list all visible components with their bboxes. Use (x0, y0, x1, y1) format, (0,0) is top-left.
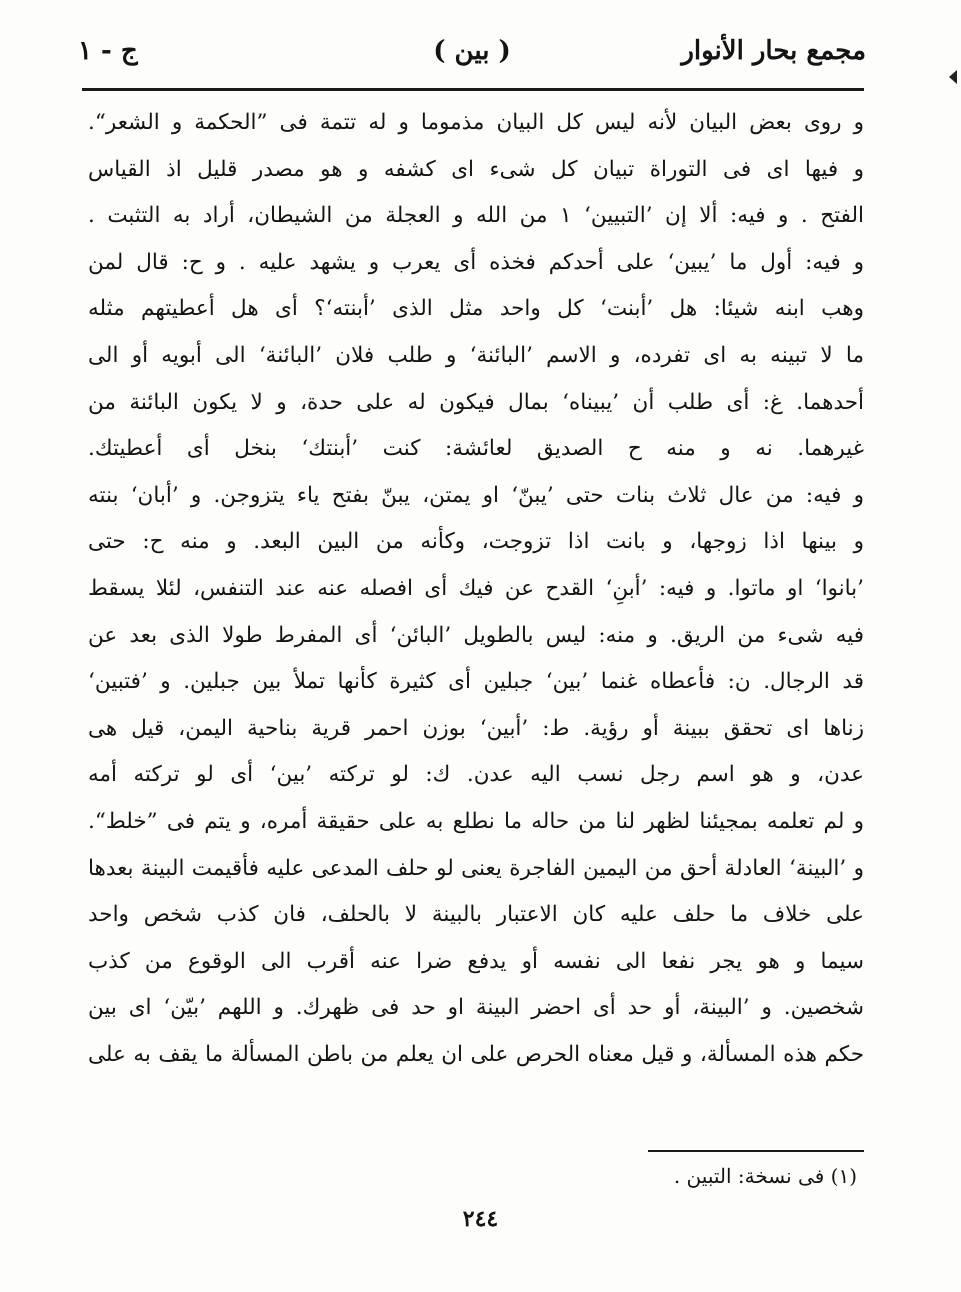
page-edge-marker (949, 70, 957, 84)
text-line: و فيه: أول ما ’يبين‘ على أحدكم فخذه أى يعرب و يشهد عليه . و ح: قال لمن (88, 249, 864, 275)
text-line: و ’البينة‘ العادلة أحق من اليمين الفاجرة يعنى لو حلف المدعى عليه فأقيمت البينة بعدها (88, 855, 864, 881)
text-line: ما لا تبينه به اى تفرده، و الاسم ’البائنة‘ و طلب فلان ’البائنة‘ الى أبويه أو الى (88, 342, 864, 368)
footnote-rule (648, 1150, 864, 1152)
text-line: و بينها اذا زوجها، و بانت اذا تزوجت، وكأنه من البين البعد. و منه ح: حتى (88, 529, 864, 555)
running-header (78, 30, 866, 78)
text-line: ’بانوا‘ او ماتوا. و فيه: ’أبنِ‘ القدح عن فيك أى افصله عنه عند التنفس، لئلا يسقط (88, 575, 864, 601)
text-line: أحدهما. غ: أى طلب أن ’يبيناه‘ بمال فيكون له على حدة، و لا يكون البائنة من (88, 389, 864, 415)
text-line: زناها اى تحقق ببينة أو رؤية. ط: ’أبين‘ بوزن احمر قرية بناحية اليمن، قيل هى (88, 715, 864, 741)
text-line: الفتح . و فيه: ألا إن ’التبيين‘ ١ من الله و العجلة من الشيطان، أراد به التثبت . (88, 203, 864, 229)
text-line: على خلاف ما حلف عليه كان الاعتبار بالبينة لا بالحلف، فان كذب شخص واحد (88, 902, 864, 928)
text-line: حكم هذه المسألة، و قيل معناه الحرص على ان يعلم من باطن المسألة ما يقف به على (88, 1041, 864, 1067)
text-line: و فيه: من عال ثلاث بنات حتى ’يبنّ‘ او يمتن، يبنّ بفتح ياء يتزوجن. و ’أبان‘ بنته (88, 482, 864, 508)
text-line: شخصين. و ’البينة، أو حد أى احضر البينة او حد فى ظهرك. و اللهم ’بيّن‘ اى بين (88, 995, 864, 1021)
entry-heading: ( بين ) (433, 36, 511, 66)
text-line: قد الرجال. ن: فأعطاه غنما ’بين‘ جبلين أى كثيرة كأنها تملأ بين جبلين. و ’فتبين‘ (88, 669, 864, 695)
book-title: مجمع بحار الأنوار (681, 36, 866, 66)
text-line: و روى بعض البيان لأنه ليس كل البيان مذموما و له تتمة فى ”الحكمة و الشعر“. (88, 110, 864, 135)
main-text (88, 100, 864, 1078)
text-line: سيما و هو يجر نفعا الى نفسه أو يدفع ضرا عنه أقرب الى الوقوع من كذب (88, 948, 864, 974)
text-line: فيه شىء من الريق. و منه: ليس بالطويل ’البائن‘ أى المفرط طولا الذى بعد عن (88, 622, 864, 648)
footnote: (١) فى نسخة: التبين . (673, 1164, 857, 1188)
text-line: وهب ابنه شيئا: هل ’أبنت‘ كل واحد مثل الذى ’أبنته‘؟ أى هل أعطيتهم مثله (88, 296, 864, 322)
text-line: عدن، و هو اسم رجل نسب اليه عدن. ك: لو تركته ’بين‘ أى لو تركته أمه (88, 762, 864, 788)
volume-label: ج - ١ (78, 36, 138, 66)
header-rule (82, 88, 864, 91)
page-number: ٢٤٤ (462, 1206, 499, 1232)
text-line: و لم تعلمه بمجيئنا لظهر لنا من حاله ما نطلع به على حقيقة أمره، و يتم فى ”خلط“. (88, 808, 864, 834)
text-line: و فيها اى فى التوراة تبيان كل شىء اى كشفه و هو مصدر قليل اذ القياس (88, 156, 864, 182)
text-line: غيرهما. نه و منه ح الصديق لعائشة: كنت ’أبنتك‘ بنخل أى أعطيتك. (88, 436, 864, 462)
